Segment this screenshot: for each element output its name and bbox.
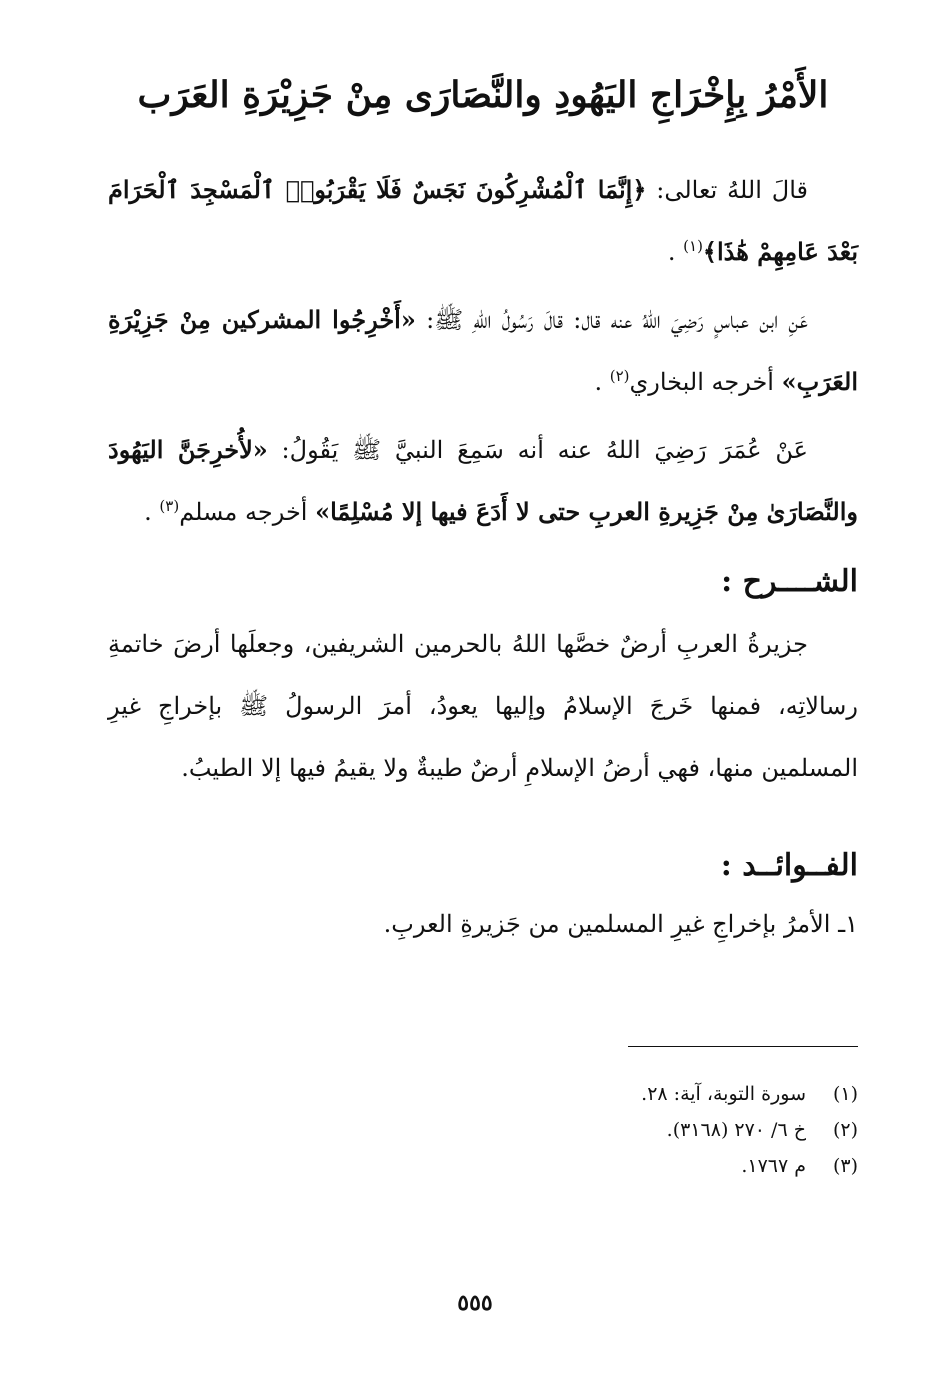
footnote-text: م ١٧٦٧. xyxy=(741,1155,806,1177)
footnote-divider xyxy=(628,1046,858,1047)
footnote-ref-2: (٢) xyxy=(609,366,630,385)
hadith-paragraph-2 xyxy=(108,419,858,543)
page-title: الأَمْرُ بِإِخْرَاجِ اليَهُودِ والنَّصَارَى مِنْ جَزِيْرَةِ العَرَب xyxy=(137,74,829,116)
footnote-text: سورة التوبة، آية: ٢٨. xyxy=(641,1083,806,1105)
paragraph-end: . xyxy=(594,367,610,396)
footnote-2 xyxy=(158,1112,858,1148)
quran-paragraph xyxy=(108,159,858,283)
hadith-paragraph-1 xyxy=(108,289,858,413)
footnote-3 xyxy=(158,1148,858,1184)
hadith-text: «لأُخرِجَنَّ اليَهُودَ والنَّصَارَىٰ مِنْ جَزِيرةِ العربِ حتى لا أَدَعَ فيها إلا مُسْلِمًا» xyxy=(108,434,858,526)
footnote-number: (١) xyxy=(832,1083,858,1105)
footnote-1 xyxy=(158,1076,858,1112)
paragraph-tail: . xyxy=(667,237,684,266)
footnote-ref-3: (٣) xyxy=(159,496,180,515)
paragraph-lead: عَنِ ابن عباسٍ رَضِيَ اللهُ عنه قال: قالَ رَسُولُ اللهِ ﷺ: xyxy=(415,305,808,334)
benefits-heading: الفــوائــد : xyxy=(720,847,858,883)
paragraph-lead: عَنْ عُمَرَ رَضِيَ اللهُ عنه أنه سَمِعَ النبيَّ ﷺ يَقُولُ: xyxy=(267,435,809,464)
footnote-text: خ ٦/ ٢٧٠ (٣١٦٨). xyxy=(666,1119,806,1141)
hadith-source: أخرجه مسلم xyxy=(179,497,316,526)
footnote-number: (٢) xyxy=(832,1119,858,1141)
quran-verse: ﴿إِنَّمَا ٱلْمُشْرِكُونَ نَجَسٌ فَلَا يَقْرَبُوا۟ ٱلْمَسْجِدَ ٱلْحَرَامَ بَعْدَ عَامِهِمْ هَٰذَا﴾ xyxy=(108,174,858,266)
explanation-heading: الشــــرح : xyxy=(721,563,858,599)
hadith-text: «أَخْرِجُوا المشركين مِنْ جَزِيْرَةِ العَرَبِ» xyxy=(108,304,858,396)
paragraph-end: . xyxy=(144,497,160,526)
hadith-source: أخرجه البخاري xyxy=(629,367,782,396)
paragraph-lead: قالَ اللهُ تعالى: xyxy=(646,175,808,204)
page-number: ٥٥٥ xyxy=(457,1290,493,1316)
benefit-item-1: ١ـ الأمرُ بإخراجِ غيرِ المسلمين من جَزيرةِ العربِ. xyxy=(383,909,858,938)
footnotes xyxy=(158,1076,858,1184)
footnote-number: (٣) xyxy=(832,1155,858,1177)
footnote-ref-1: (١) xyxy=(683,236,703,255)
explanation-text: جزيرةُ العربِ أرضٌ خصَّها اللهُ بالحرمين الشريفين، وجعلَها أرضَ خاتمةِ رسالاتِه، فمنها خَرجَ الإسلامُ وإليها يعودُ، أمرَ الرسولُ ﷺ بإخراجِ غيرِ المسلمين منها، فهي أرضُ الإسلامِ أرضٌ طيبةٌ ولا يقيمُ فيها إلا الطيبُ. xyxy=(108,629,858,782)
